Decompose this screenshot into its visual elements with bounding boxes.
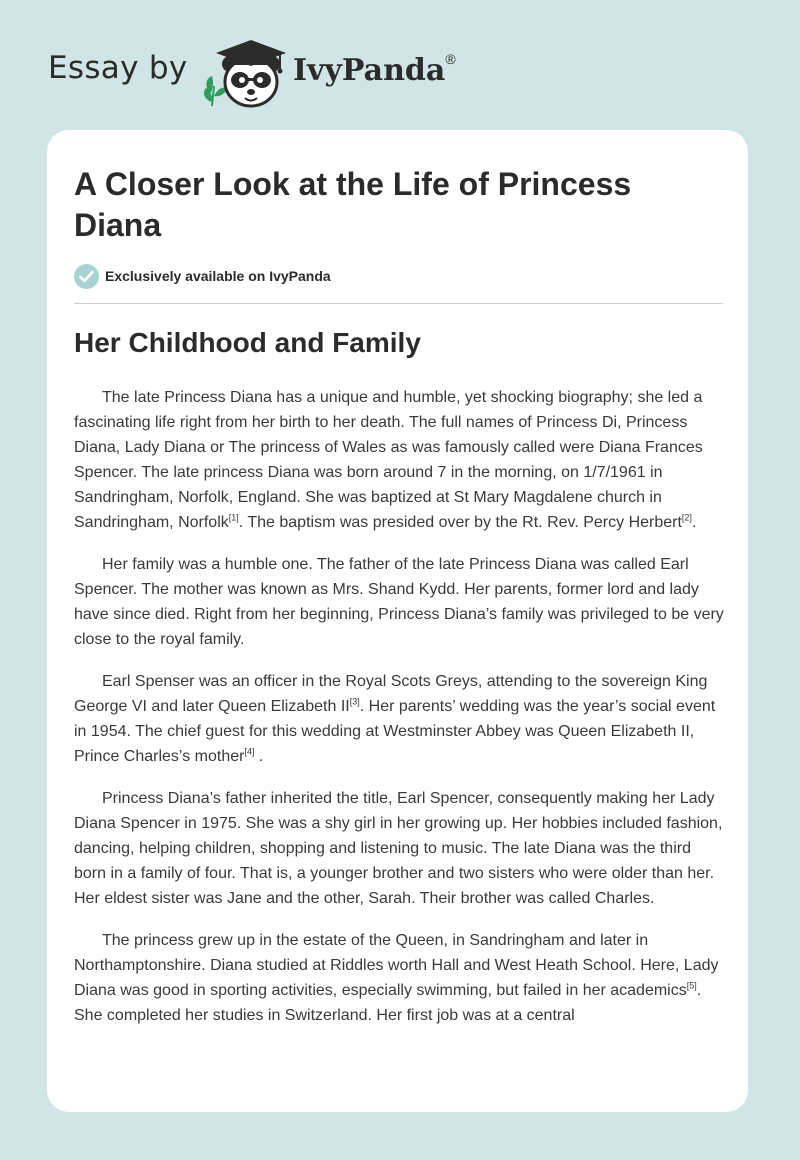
exclusive-badge — [74, 263, 331, 289]
exclusive-label: Exclusively available on IvyPanda — [105, 268, 331, 284]
article-body — [74, 385, 724, 1045]
paragraph: The princess grew up in the estate of the Queen, in Sandringham and later in Northamptonshire. Diana studied at Riddles worth Hall and West Heath School. Here, Lady Diana was good in sporting activities, especially swimming, but failed in her academics[5]. She completed her studies in Switzerland. Her first job was at a central — [74, 932, 719, 1024]
paragraph: The late Princess Diana has a unique and humble, yet shocking biography; she led a fascinating life right from her birth to her death. The full names of Princess Di, Princess Diana, Lady Diana or The princess of Wales as was famously called were Diana Frances Spencer. The late princess Diana was born around 7 in the morning, on 1/7/1961 in Sandringham, Norfolk, England. She was baptized at St Mary Magdalene church in Sandringham, Norfolk[1]. The baptism was presided over by the Rt. Rev. Percy Herbert[2]. — [74, 389, 703, 531]
paragraph: Princess Diana’s father inherited the title, Earl Spencer, consequently making her Lady Diana Spencer in 1975. She was a shy girl in her growing up. Her hobbies included fashion, dancing, helping children, shopping and listening to music. The late Diana was the third born in a family of four. That is, a younger brother and two sisters who were older than her. Her eldest sister was Jane and the other, Sarah. Their brother was called Charles. — [74, 790, 723, 907]
footnote-ref[interactable]: [5] — [686, 980, 697, 991]
checkmark-icon — [74, 264, 99, 289]
paragraph: Her family was a humble one. The father of the late Princess Diana was called Earl Spencer. The mother was known as Mrs. Shand Kydd. Her parents, former lord and lady have since died. Right from her beginning, Princess Diana’s family was privileged to be very close to the royal family. — [74, 556, 724, 648]
footnote-ref[interactable]: [4] — [244, 746, 255, 757]
site-header — [0, 0, 800, 120]
section-heading: Her Childhood and Family — [74, 327, 421, 358]
panda-logo-icon[interactable] — [200, 36, 292, 110]
essay-by-label: Essay by — [48, 50, 188, 86]
divider — [74, 303, 723, 304]
article-title: A Closer Look at the Life of Princess Diana — [74, 166, 632, 243]
paragraph: Earl Spenser was an officer in the Royal Scots Greys, attending to the sovereign King George VI and later Queen Elizabeth II[3]. Her parents’ wedding was the year’s social event in 1954. The chief guest for this wedding at Westminster Abbey was Queen Elizabeth II, Prince Charles’s mother[4] . — [74, 673, 716, 765]
footnote-ref[interactable]: [3] — [349, 696, 360, 707]
footnote-ref[interactable]: [1] — [228, 512, 239, 523]
article-card — [47, 130, 748, 1112]
footnote-ref[interactable]: [2] — [681, 512, 692, 523]
brand-name[interactable]: IvyPanda® — [293, 51, 456, 88]
registered-mark: ® — [445, 51, 456, 67]
